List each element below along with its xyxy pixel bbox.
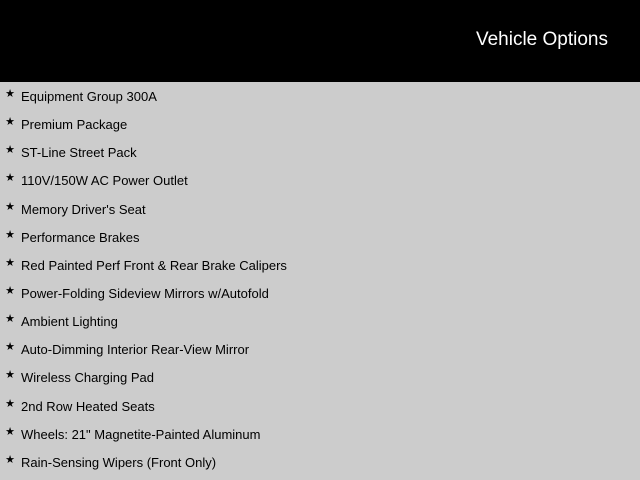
list-item bbox=[0, 251, 640, 279]
star-icon: ★ bbox=[5, 453, 15, 466]
list-item bbox=[0, 392, 640, 420]
option-label: Ambient Lighting bbox=[21, 314, 118, 330]
option-label: ST-Line Street Pack bbox=[21, 145, 137, 161]
vehicle-options-list bbox=[0, 82, 640, 480]
list-item bbox=[0, 420, 640, 448]
star-icon: ★ bbox=[5, 284, 15, 297]
option-label: Power-Folding Sideview Mirrors w/Autofold bbox=[21, 285, 269, 301]
list-item bbox=[0, 166, 640, 194]
star-icon: ★ bbox=[5, 369, 15, 382]
star-icon: ★ bbox=[5, 228, 15, 241]
list-item bbox=[0, 279, 640, 307]
option-label: 110V/150W AC Power Outlet bbox=[21, 173, 188, 189]
list-item bbox=[0, 223, 640, 251]
option-label: Auto-Dimming Interior Rear-View Mirror bbox=[21, 342, 250, 358]
star-icon: ★ bbox=[5, 116, 15, 129]
option-label: Equipment Group 300A bbox=[21, 89, 157, 104]
list-item bbox=[0, 448, 640, 476]
star-icon: ★ bbox=[5, 200, 15, 213]
list-item bbox=[0, 335, 640, 363]
star-icon: ★ bbox=[5, 88, 15, 100]
option-label: Premium Package bbox=[21, 117, 128, 133]
star-icon: ★ bbox=[5, 425, 15, 438]
list-item bbox=[0, 307, 640, 335]
list-item bbox=[0, 363, 640, 391]
option-label: Wheels: 21" Magnetite-Painted Aluminum bbox=[21, 426, 261, 442]
star-icon: ★ bbox=[5, 144, 15, 157]
star-icon: ★ bbox=[5, 341, 15, 354]
list-item bbox=[0, 82, 640, 110]
star-icon: ★ bbox=[5, 256, 15, 269]
option-label: Rain-Sensing Wipers (Front Only) bbox=[21, 454, 217, 470]
star-icon: ★ bbox=[5, 397, 15, 410]
header-bar bbox=[0, 0, 640, 82]
star-icon: ★ bbox=[5, 313, 15, 326]
option-label: Memory Driver's Seat bbox=[21, 201, 146, 217]
option-label: Red Painted Perf Front & Rear Brake Calipers bbox=[21, 257, 287, 273]
list-item bbox=[0, 138, 640, 166]
list-item bbox=[0, 110, 640, 138]
option-label: Performance Brakes bbox=[21, 229, 140, 245]
page-title: Vehicle Options bbox=[475, 29, 608, 50]
option-label: Wireless Charging Pad bbox=[21, 370, 154, 386]
option-label: 2nd Row Heated Seats bbox=[21, 398, 155, 414]
star-icon: ★ bbox=[5, 172, 15, 185]
list-item bbox=[0, 195, 640, 223]
